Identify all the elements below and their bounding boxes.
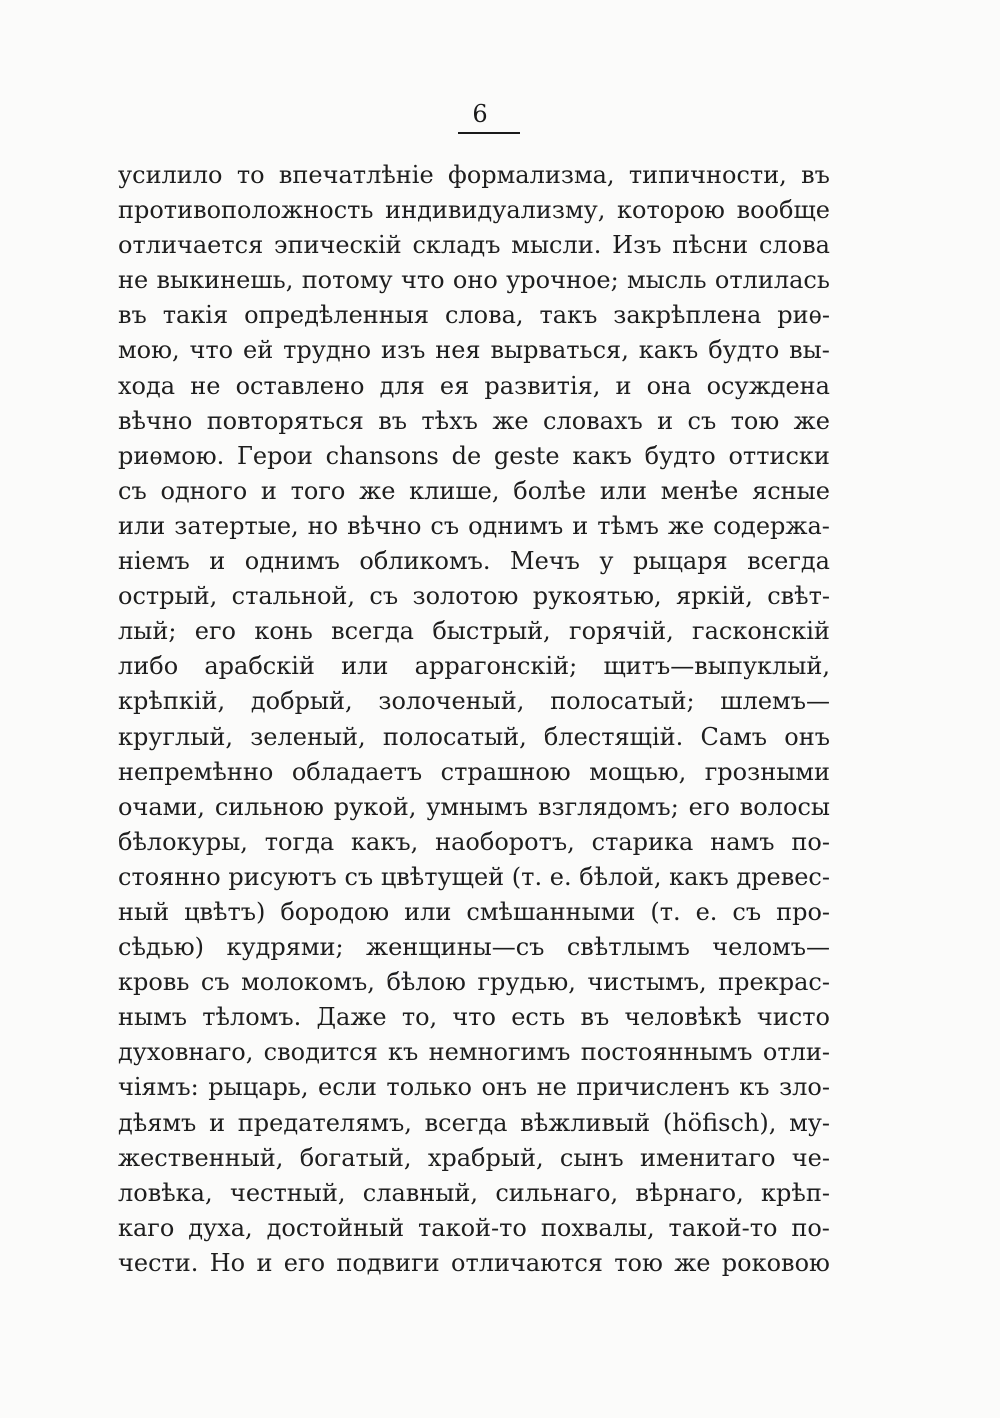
- text-line: дѣямъ и предателямъ, всегда вѣжливый (höfisch), му-: [118, 1108, 830, 1137]
- body-text: [118, 158, 830, 1281]
- text-line: съ одного и того же клише, болѣе или менѣе ясные: [118, 476, 830, 505]
- text-line: каго духа, достойный такой-то похвалы, такой-то по-: [118, 1213, 830, 1242]
- text-line: или затертые, но вѣчно съ однимъ и тѣмъ же содержа-: [118, 511, 830, 540]
- text-line: очами, сильною рукой, умнымъ взглядомъ; его волосы: [118, 792, 830, 821]
- text-line: усилило то впечатлѣніе формализма, типичности, въ: [118, 161, 830, 189]
- text-line: хода не оставлено для ея развитія, и она осуждена: [118, 371, 830, 400]
- text-line: не выкинешь, потому что оно урочное; мысль отлилась: [118, 266, 830, 295]
- text-line: крѣпкій, добрый, золоченый, полосатый; шлемъ—: [118, 687, 830, 716]
- page-number: 6: [472, 100, 488, 128]
- text-line: нымъ тѣломъ. Даже то, что есть въ человѣкѣ чисто: [118, 1003, 830, 1032]
- text-line: либо арабскій или аррагонскій; щитъ—выпуклый,: [118, 652, 830, 681]
- text-line: духовнаго, сводится къ немногимъ постояннымъ отли-: [118, 1038, 830, 1067]
- text-line: острый, стальной, съ золотою рукоятью, яркій, свѣт-: [118, 582, 830, 611]
- text-line: ловѣка, честный, славный, сильнаго, вѣрнаго, крѣп-: [118, 1178, 830, 1207]
- text-line: ніемъ и однимъ обликомъ. Мечъ у рыцаря всегда: [118, 547, 830, 576]
- text-line: круглый, зеленый, полосатый, блестящій. Самъ онъ: [118, 722, 830, 751]
- text-line: сѣдью) кудрями; женщины—съ свѣтлымъ челомъ—: [118, 933, 830, 962]
- text-line: лый; его конь всегда быстрый, горячій, гасконскій: [118, 617, 830, 646]
- text-line: противоположность индивидуализму, которою вообще: [118, 196, 830, 225]
- text-line: въ такія опредѣленныя слова, такъ закрѣплена риѳ-: [118, 301, 830, 330]
- text-line: мою, что ей трудно изъ нея вырваться, какъ будто вы-: [118, 336, 830, 365]
- text-line: чести. Но и его подвиги отличаются тою же роковою: [118, 1248, 830, 1277]
- text-line: непремѣнно обладаетъ страшною мощью, грозными: [118, 757, 830, 786]
- text-line: риѳмою. Герои chansons de geste какъ будто оттиски: [118, 441, 830, 470]
- text-line: ный цвѣтъ) бородою или смѣшанными (т. е. съ про-: [118, 897, 830, 926]
- text-line: жественный, богатый, храбрый, сынъ именитаго че-: [118, 1143, 830, 1172]
- text-line: отличается эпическій складъ мысли. Изъ пѣсни слова: [118, 231, 830, 260]
- page-number-rule: [458, 132, 520, 134]
- text-line: вѣчно повторяться въ тѣхъ же словахъ и съ тою же: [118, 406, 830, 435]
- text-line: кровь съ молокомъ, бѣлою грудью, чистымъ, прекрас-: [118, 968, 830, 997]
- text-line: чіямъ: рыцарь, если только онъ не причисленъ къ зло-: [118, 1073, 830, 1102]
- text-line: стоянно рисуютъ съ цвѣтущей (т. е. бѣлой, какъ древес-: [118, 862, 830, 891]
- text-line: бѣлокуры, тогда какъ, наоборотъ, старика намъ по-: [118, 827, 830, 856]
